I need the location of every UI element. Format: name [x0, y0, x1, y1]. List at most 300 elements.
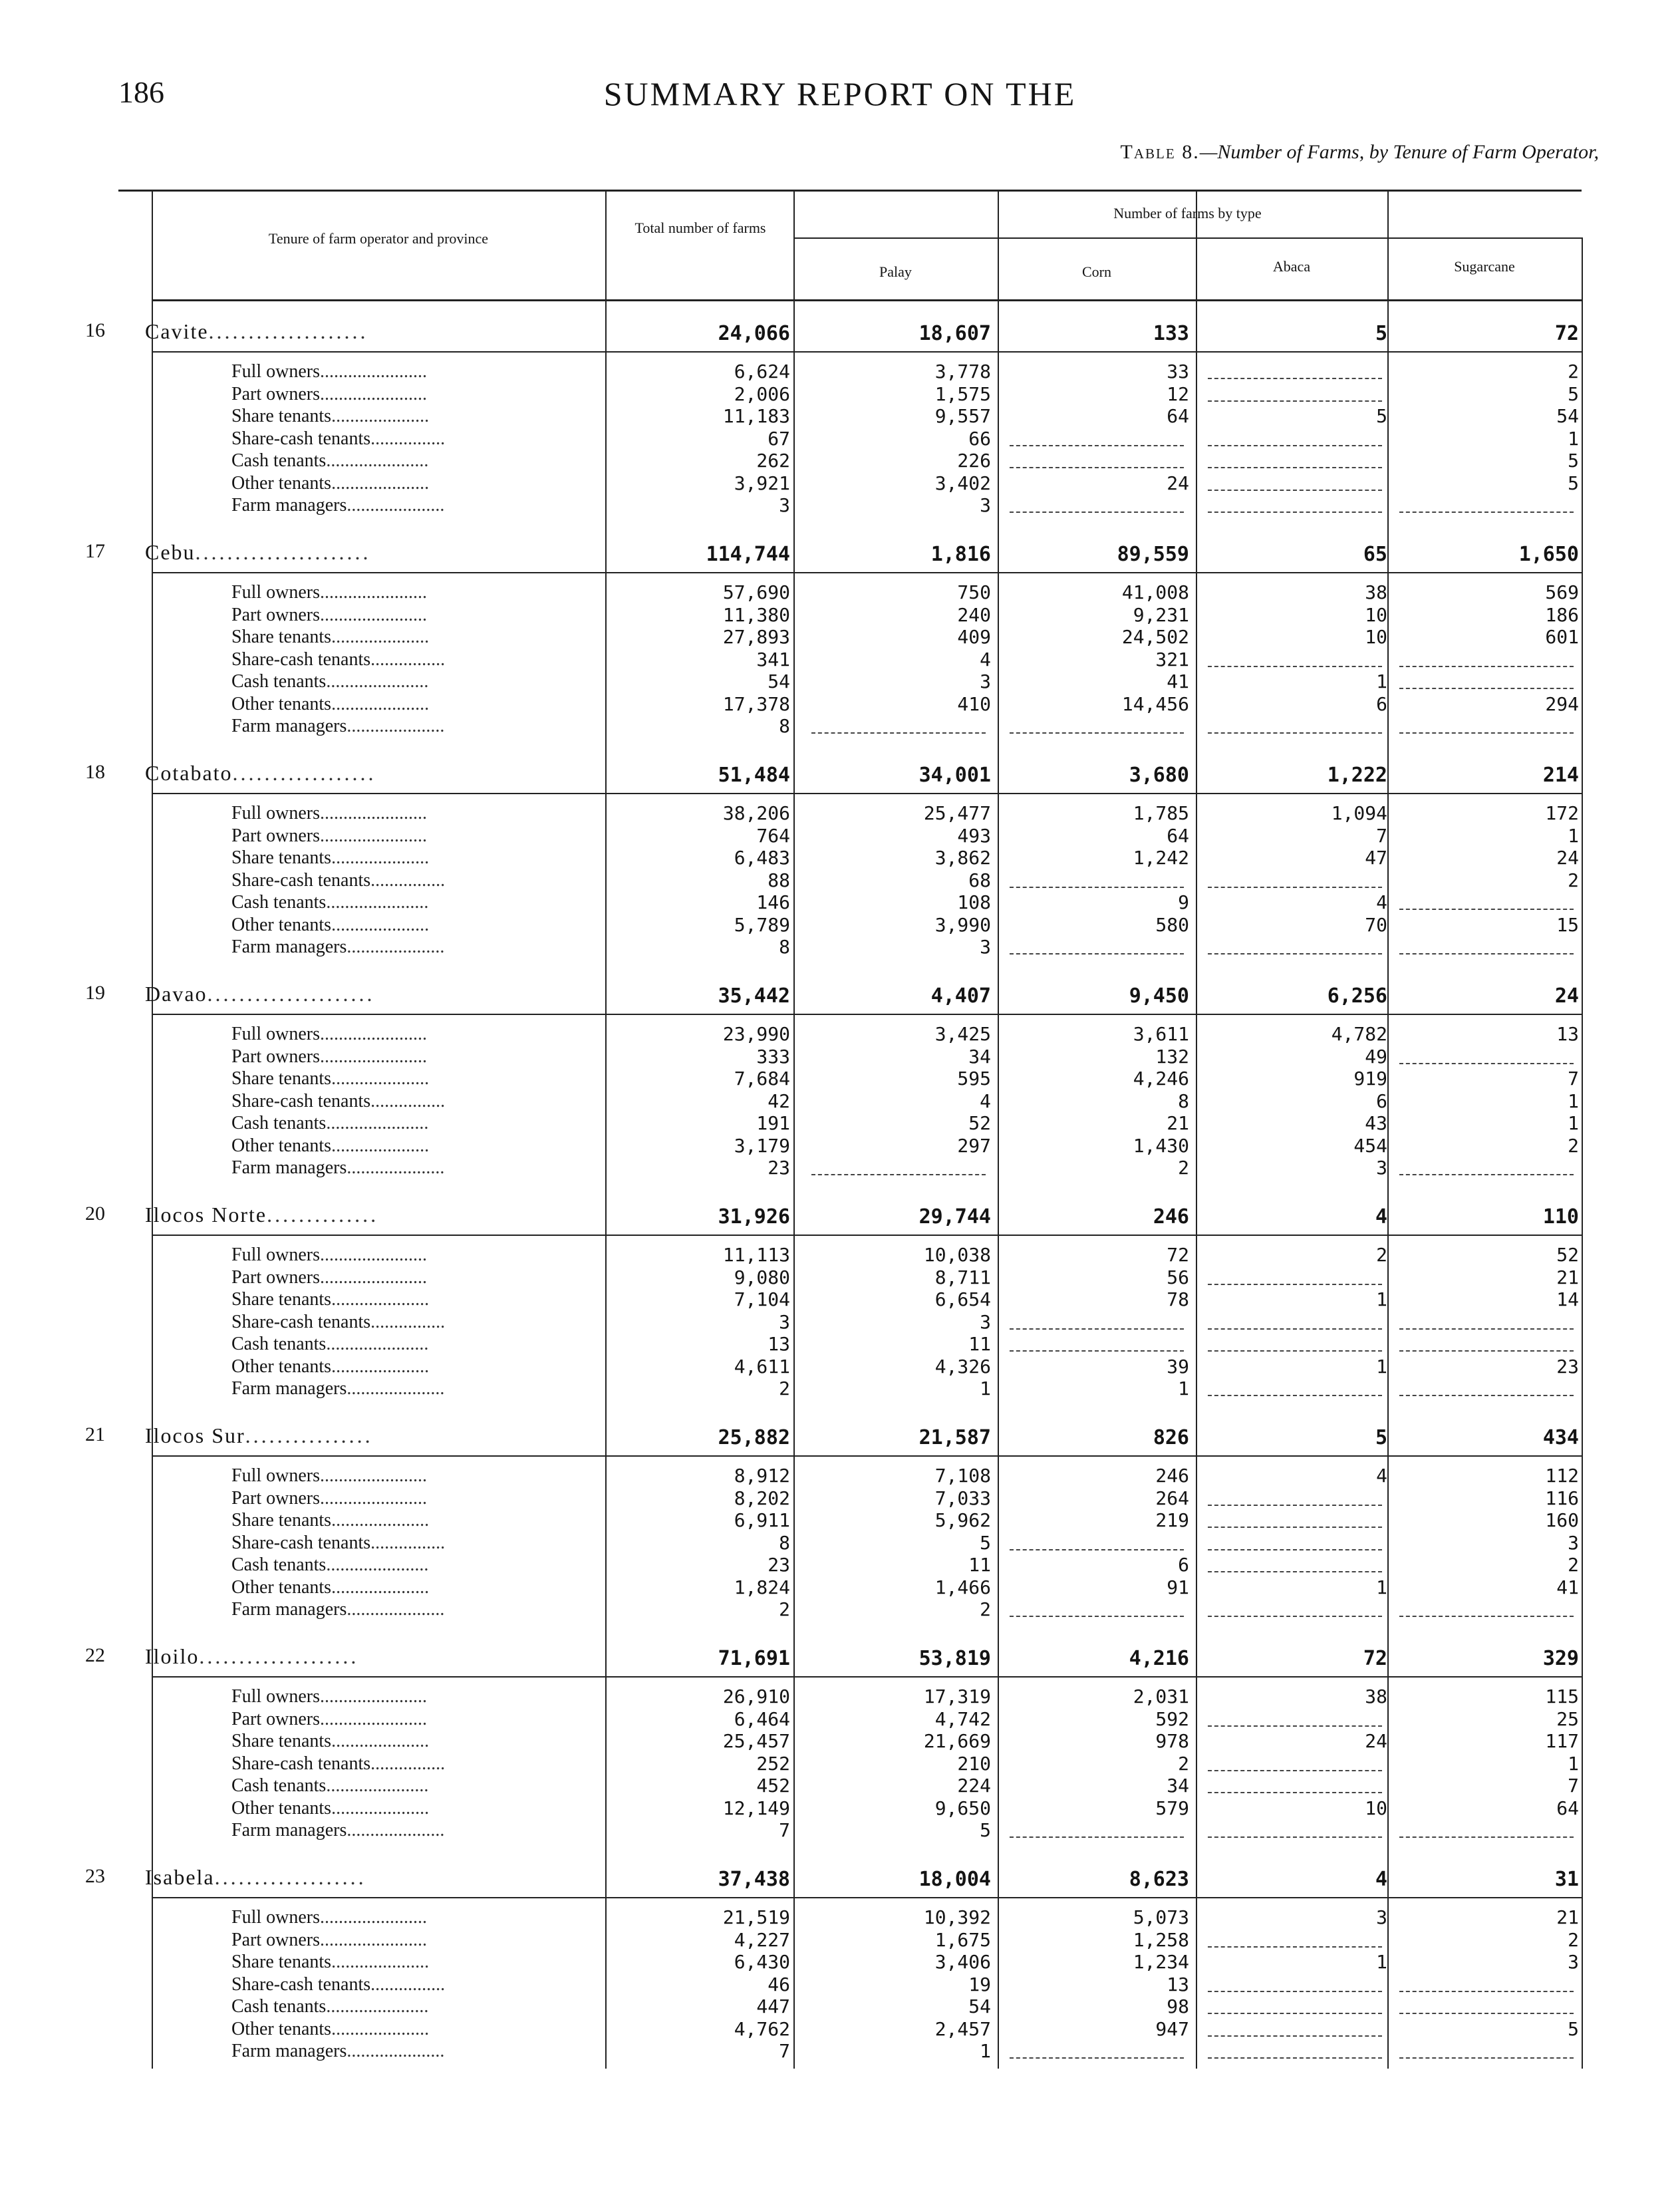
tenure-value-cell: 6,624	[734, 361, 790, 382]
tenure-value-cell: 54	[768, 670, 790, 692]
tenure-label: Farm managers.....................	[231, 1599, 445, 1620]
province-name: Davao.....................	[145, 982, 375, 1006]
empty-cell-leader	[1399, 512, 1574, 513]
header-bottom-rule	[152, 299, 1582, 301]
table-title	[1121, 141, 1599, 164]
tenure-label: Part owners.......................	[231, 1708, 427, 1729]
tenure-value-cell: 54	[1556, 405, 1579, 427]
province-total-cell: 18,607	[918, 322, 991, 345]
province-total-cell: 5	[1375, 322, 1387, 345]
province-group	[59, 982, 1582, 1195]
tenure-value-cell: 3	[1568, 1951, 1579, 1973]
province-total-cell: 826	[1153, 1426, 1189, 1449]
province-name-text: Iloilo	[145, 1644, 200, 1668]
empty-cell-leader	[1399, 953, 1574, 954]
col-divider	[1582, 237, 1583, 2069]
tenure-label-text: Farm managers	[231, 1820, 347, 1840]
tenure-value-cell: 117	[1545, 1730, 1579, 1752]
province-group	[59, 1423, 1582, 1636]
tenure-value-cell: 98	[1167, 1995, 1189, 2017]
tenure-label: Share-cash tenants................	[231, 869, 446, 891]
tenure-value-cell: 6	[1376, 1090, 1387, 1112]
tenure-value-cell: 5	[980, 1819, 991, 1841]
empty-cell-leader	[1208, 378, 1382, 379]
empty-cell-leader	[1208, 1725, 1382, 1727]
tenure-value-cell: 262	[756, 450, 790, 472]
empty-cell-leader	[1208, 1991, 1382, 1992]
tenure-label: Cash tenants......................	[231, 1996, 429, 2017]
province-total-cell: 71,691	[718, 1647, 790, 1670]
tenure-value-cell: 2	[1568, 1928, 1579, 1951]
province-total-cell: 133	[1153, 322, 1189, 345]
tenure-label-text: Part owners	[231, 1487, 320, 1509]
tenure-label-text: Share-cash tenants	[231, 1753, 371, 1774]
tenure-value-cell: 8	[779, 936, 790, 958]
empty-cell-leader	[1399, 732, 1574, 734]
tenure-value-cell: 5	[1568, 472, 1579, 494]
tenure-label-text: Share tenants	[231, 1510, 332, 1531]
tenure-value-cell: 2	[1568, 869, 1579, 891]
tenure-label: Other tenants.....................	[231, 472, 430, 494]
empty-cell-leader	[1208, 666, 1382, 667]
tenure-value-cell: 2	[1376, 1244, 1387, 1266]
empty-cell-leader	[1010, 887, 1184, 888]
province-total-cell: 5	[1375, 1426, 1387, 1449]
tenure-label-text: Full owners	[231, 582, 320, 603]
tenure-value-cell: 21	[1556, 1266, 1579, 1288]
tenure-value-cell: 4,246	[1133, 1068, 1189, 1090]
tenure-value-cell: 7	[779, 1819, 790, 1841]
tenure-label: Share-cash tenants................	[231, 1532, 446, 1553]
tenure-value-cell: 11,113	[722, 1244, 790, 1266]
empty-cell-leader	[1208, 512, 1382, 513]
tenure-value-cell: 6,654	[934, 1288, 991, 1310]
tenure-value-cell: 52	[968, 1112, 991, 1134]
tenure-labels	[231, 1906, 657, 2063]
table-label: Table 8.	[1120, 141, 1200, 163]
province-name: Ilocos Norte..............	[145, 1203, 379, 1227]
tenure-value-cell: 409	[957, 626, 991, 648]
tenure-label: Cash tenants......................	[231, 1775, 429, 1796]
province-total-cell: 37,438	[718, 1868, 790, 1891]
tenure-value-cell: 34	[968, 1045, 991, 1068]
tenure-label-text: Full owners	[231, 361, 320, 382]
tenure-value-cell: 3,921	[734, 472, 790, 494]
tenure-value-cell: 78	[1167, 1288, 1189, 1310]
tenure-label-text: Other tenants	[231, 472, 332, 494]
tenure-label: Farm managers.....................	[231, 716, 445, 736]
group-rule	[152, 1014, 1582, 1015]
tenure-value-cell: 27,893	[722, 626, 790, 648]
tenure-label-text: Farm managers	[231, 937, 347, 957]
tenure-label: Other tenants.....................	[231, 2018, 430, 2039]
province-total-cell: 1,816	[930, 543, 991, 566]
province-total-cell: 4,216	[1129, 1647, 1189, 1670]
tenure-value-cell: 11,183	[722, 405, 790, 427]
empty-cell-leader	[1010, 1350, 1184, 1352]
tenure-value-cell: 41	[1167, 670, 1189, 692]
tenure-label-text: Cash tenants	[231, 450, 327, 471]
tenure-value-cell: 1,430	[1133, 1134, 1189, 1157]
tenure-value-cell: 1	[1376, 1951, 1387, 1973]
province-total-cell: 72	[1363, 1647, 1387, 1670]
tenure-label-text: Share-cash tenants	[231, 1090, 371, 1111]
tenure-label-text: Part owners	[231, 825, 320, 846]
tenure-value-cell: 1	[1376, 1576, 1387, 1598]
empty-cell-leader	[1208, 1284, 1382, 1285]
tenure-value-cell: 5,962	[934, 1509, 991, 1531]
empty-cell-leader	[1399, 1328, 1574, 1330]
tenure-label: Share tenants.....................	[231, 847, 430, 868]
tenure-value-cell: 8	[779, 715, 790, 737]
tenure-value-cell: 3	[1568, 1531, 1579, 1554]
tenure-value-cell: 8,711	[934, 1266, 991, 1288]
empty-cell-leader	[1399, 1063, 1574, 1064]
empty-cell-leader	[1010, 953, 1184, 954]
tenure-value-cell: 1	[980, 1378, 991, 1399]
tenure-label-text: Share-cash tenants	[231, 1311, 371, 1332]
province-total-cell: 21,587	[918, 1426, 991, 1449]
empty-cell-leader	[1399, 1174, 1574, 1175]
tenure-value-cell: 8,202	[734, 1487, 790, 1509]
province-name-text: Cebu	[145, 540, 196, 564]
tenure-label: Farm managers.....................	[231, 1157, 445, 1178]
tenure-value-cell: 132	[1155, 1045, 1189, 1068]
tenure-label: Farm managers.....................	[231, 495, 445, 515]
tenure-value-cell: 24,502	[1121, 626, 1189, 648]
tenure-label: Share tenants.....................	[231, 1289, 430, 1310]
empty-cell-leader	[1399, 2057, 1574, 2059]
tenure-value-cell: 2	[1568, 1554, 1579, 1576]
empty-cell-leader	[1010, 732, 1184, 734]
tenure-value-cell: 4,782	[1331, 1023, 1387, 1045]
empty-cell-leader	[811, 1174, 986, 1175]
tenure-value-cell: 25,477	[923, 802, 991, 824]
tenure-value-cell: 7,108	[934, 1465, 991, 1487]
empty-cell-leader	[1010, 1328, 1184, 1330]
tenure-value-cell: 1	[1568, 824, 1579, 847]
tenure-label-text: Share tenants	[231, 847, 332, 868]
tenure-value-cell: 13	[1167, 1973, 1189, 1995]
province-total-cell: 24,066	[718, 322, 790, 345]
tenure-label-text: Full owners	[231, 1465, 320, 1486]
tenure-label: Other tenants.....................	[231, 1576, 430, 1598]
running-head: SUMMARY REPORT ON THE	[603, 75, 1077, 112]
tenure-label: Share-cash tenants................	[231, 1311, 446, 1332]
tenure-value-cell: 64	[1167, 405, 1189, 427]
tenure-value-cell: 1	[980, 2040, 991, 2062]
tenure-value-cell: 12	[1167, 382, 1189, 405]
tenure-label-text: Other tenants	[231, 914, 332, 935]
tenure-value-cell: 21	[1556, 1906, 1579, 1928]
tenure-label: Other tenants.....................	[231, 1797, 430, 1819]
group-rule	[152, 793, 1582, 794]
empty-cell-leader	[1208, 467, 1382, 468]
tenure-label: Full owners.......................	[231, 361, 427, 382]
tenure-value-cell: 13	[1556, 1023, 1579, 1045]
empty-cell-leader	[1399, 909, 1574, 910]
tenure-label: Part owners.......................	[231, 1266, 427, 1288]
tenure-value-cell: 3,425	[934, 1023, 991, 1045]
province-total-cell: 29,744	[918, 1205, 991, 1229]
tenure-value-cell: 23,990	[722, 1023, 790, 1045]
tenure-value-cell: 447	[756, 1995, 790, 2017]
tenure-label-text: Share-cash tenants	[231, 1974, 371, 1995]
province-group	[59, 540, 1582, 753]
tenure-value-cell: 6,483	[734, 847, 790, 869]
tenure-value-cell: 10	[1365, 603, 1387, 626]
province-total-cell: 72	[1554, 322, 1579, 345]
tenure-label: Farm managers.....................	[231, 2041, 445, 2061]
tenure-label-text: Other tenants	[231, 1356, 332, 1377]
province-name-text: Davao	[145, 982, 208, 1006]
province-total-cell: 3,680	[1129, 764, 1189, 787]
farm-table	[85, 190, 1582, 2069]
tenure-value-cell: 108	[957, 891, 991, 913]
tenure-value-cell: 2	[1178, 1752, 1189, 1775]
tenure-value-cell: 4,762	[734, 2017, 790, 2040]
tenure-value-cell: 66	[968, 427, 991, 450]
tenure-value-cell: 3,402	[934, 472, 991, 494]
province-total-cell: 53,819	[918, 1647, 991, 1670]
empty-cell-leader	[1208, 1505, 1382, 1506]
tenure-value-cell: 2	[1178, 1157, 1189, 1179]
tenure-value-cell: 226	[957, 450, 991, 472]
group-rule	[152, 1235, 1582, 1236]
tenure-label: Full owners.......................	[231, 1907, 427, 1928]
tenure-value-cell: 2,457	[934, 2017, 991, 2040]
tenure-value-cell: 21,669	[923, 1730, 991, 1752]
tenure-value-cell: 579	[1155, 1797, 1189, 1819]
tenure-label-text: Part owners	[231, 1708, 320, 1729]
tenure-label-text: Cash tenants	[231, 1554, 327, 1575]
tenure-value-cell: 4,227	[734, 1928, 790, 1951]
tenure-label: Cash tenants......................	[231, 671, 429, 692]
province-total-cell: 1,222	[1327, 764, 1387, 787]
tenure-label-text: Part owners	[231, 383, 320, 404]
province-number: 22	[85, 1644, 105, 1666]
tenure-value-cell: 2	[779, 1598, 790, 1620]
tenure-label-text: Cash tenants	[231, 671, 327, 692]
tenure-value-cell: 11,380	[722, 603, 790, 626]
tenure-label: Farm managers.....................	[231, 1378, 445, 1399]
empty-cell-leader	[1010, 512, 1184, 513]
tenure-value-cell: 21	[1167, 1112, 1189, 1134]
empty-cell-leader	[1208, 2057, 1382, 2059]
province-group	[59, 319, 1582, 532]
empty-cell-leader	[1399, 1836, 1574, 1838]
tenure-label: Share tenants.....................	[231, 627, 430, 647]
empty-cell-leader	[1010, 1616, 1184, 1617]
province-total-cell: 4	[1375, 1868, 1387, 1891]
tenure-label: Part owners.......................	[231, 383, 427, 404]
tenure-label: Share tenants.....................	[231, 1952, 430, 1972]
province-total-cell: 89,559	[1117, 543, 1189, 566]
tenure-value-cell: 297	[957, 1134, 991, 1157]
province-total-cell: 6,256	[1327, 984, 1387, 1008]
tenure-value-cell: 17,378	[722, 692, 790, 715]
empty-cell-leader	[1399, 1616, 1574, 1617]
empty-cell-leader	[1208, 1770, 1382, 1771]
tenure-label: Part owners.......................	[231, 1487, 427, 1509]
province-total-cell: 4,407	[930, 984, 991, 1008]
header-palay: Palay	[879, 263, 912, 280]
tenure-value-cell: 1,234	[1133, 1951, 1189, 1973]
tenure-label-text: Share tenants	[231, 627, 332, 647]
province-number: 17	[85, 540, 105, 562]
empty-cell-leader	[1399, 666, 1574, 667]
tenure-label-text: Share-cash tenants	[231, 649, 371, 670]
group-rule	[152, 1676, 1582, 1678]
group-rule	[152, 1455, 1582, 1457]
tenure-label-text: Cash tenants	[231, 1113, 327, 1133]
province-total-cell: 114,744	[706, 543, 790, 566]
tenure-value-cell: 919	[1353, 1068, 1387, 1090]
tenure-value-cell: 24	[1365, 1730, 1387, 1752]
tenure-value-cell: 3	[980, 670, 991, 692]
tenure-label-text: Other tenants	[231, 1797, 332, 1819]
header-type-group: Number of farms by type	[1113, 205, 1262, 221]
tenure-label: Cash tenants......................	[231, 1113, 429, 1133]
tenure-label-text: Farm managers	[231, 1378, 347, 1399]
tenure-value-cell: 1	[1178, 1378, 1189, 1399]
tenure-value-cell: 569	[1545, 581, 1579, 603]
empty-cell-leader	[1208, 953, 1382, 954]
tenure-label-text: Full owners	[231, 1686, 320, 1707]
tenure-value-cell: 68	[968, 869, 991, 891]
tenure-value-cell: 3	[980, 936, 991, 958]
tenure-value-cell: 6	[1376, 692, 1387, 715]
province-name: Iloilo....................	[145, 1644, 359, 1668]
empty-cell-leader	[1399, 1350, 1574, 1352]
tenure-value-cell: 1,242	[1133, 847, 1189, 869]
tenure-value-cell: 6,464	[734, 1707, 790, 1730]
tenure-value-cell: 7	[1568, 1068, 1579, 1090]
tenure-value-cell: 5	[1568, 382, 1579, 405]
tenure-value-cell: 294	[1545, 692, 1579, 715]
province-group	[59, 761, 1582, 974]
tenure-label: Other tenants.....................	[231, 914, 430, 935]
tenure-label: Full owners.......................	[231, 1244, 427, 1265]
empty-cell-leader	[1208, 1350, 1382, 1352]
tenure-label-text: Share-cash tenants	[231, 428, 371, 449]
tenure-value-cell: 14,456	[1121, 692, 1189, 715]
tenure-value-cell: 5	[1568, 2017, 1579, 2040]
tenure-label-text: Share tenants	[231, 406, 332, 426]
tenure-value-cell: 52	[1556, 1244, 1579, 1266]
tenure-label-text: Farm managers	[231, 2041, 347, 2061]
tenure-value-cell: 5,073	[1133, 1906, 1189, 1928]
tenure-value-cell: 1,575	[934, 382, 991, 405]
tenure-value-cell: 3,179	[734, 1134, 790, 1157]
tenure-value-cell: 2	[980, 1598, 991, 1620]
tenure-value-cell: 7,104	[734, 1288, 790, 1310]
tenure-value-cell: 321	[1155, 648, 1189, 670]
empty-cell-leader	[1208, 490, 1382, 491]
tenure-value-cell: 9,080	[734, 1266, 790, 1288]
tenure-value-cell: 4	[980, 1090, 991, 1112]
tenure-value-cell: 3,611	[1133, 1023, 1189, 1045]
tenure-label-text: Full owners	[231, 803, 320, 823]
empty-cell-leader	[1399, 1991, 1574, 1992]
table-top-rule	[118, 190, 1582, 192]
tenure-label-text: Full owners	[231, 1024, 320, 1044]
tenure-value-cell: 172	[1545, 802, 1579, 824]
tenure-label: Share-cash tenants................	[231, 1090, 446, 1111]
tenure-value-cell: 23	[1556, 1355, 1579, 1378]
province-total-cell: 51,484	[718, 764, 790, 787]
tenure-value-cell: 64	[1167, 824, 1189, 847]
tenure-label-text: Share-cash tenants	[231, 1532, 371, 1553]
tenure-value-cell: 23	[768, 1554, 790, 1576]
tenure-label: Share-cash tenants................	[231, 428, 446, 449]
province-total-cell: 9,450	[1129, 984, 1189, 1008]
tenure-value-cell: 42	[768, 1090, 790, 1112]
tenure-value-cell: 10	[1365, 626, 1387, 648]
tenure-value-cell: 454	[1353, 1134, 1387, 1157]
province-total-cell: 4	[1375, 1205, 1387, 1229]
empty-cell-leader	[1208, 445, 1382, 446]
tenure-value-cell: 24	[1556, 847, 1579, 869]
province-name-text: Isabela	[145, 1865, 215, 1889]
tenure-value-cell: 67	[768, 427, 790, 450]
tenure-value-cell: 3	[1376, 1157, 1387, 1179]
tenure-label: Share-cash tenants................	[231, 1753, 446, 1774]
tenure-label-text: Share tenants	[231, 1068, 332, 1089]
tenure-value-cell: 9,650	[934, 1797, 991, 1819]
tenure-value-cell: 764	[756, 824, 790, 847]
tenure-value-cell: 23	[768, 1157, 790, 1179]
tenure-value-cell: 8	[1178, 1090, 1189, 1112]
header-total: Total number of farms	[634, 220, 766, 236]
province-total-cell: 31	[1554, 1868, 1579, 1891]
tenure-value-cell: 947	[1155, 2017, 1189, 2040]
tenure-label-text: Part owners	[231, 1046, 320, 1067]
tenure-value-cell: 186	[1545, 603, 1579, 626]
tenure-label-text: Other tenants	[231, 2018, 332, 2039]
tenure-labels	[231, 1244, 657, 1400]
empty-cell-leader	[1399, 2013, 1574, 2014]
empty-cell-leader	[1208, 732, 1382, 734]
tenure-label-text: Other tenants	[231, 1135, 332, 1156]
tenure-value-cell: 41	[1556, 1576, 1579, 1598]
tenure-value-cell: 10,038	[923, 1244, 991, 1266]
empty-cell-leader	[1010, 2057, 1184, 2059]
empty-cell-leader	[1010, 1836, 1184, 1838]
province-number: 20	[85, 1203, 105, 1225]
tenure-value-cell: 978	[1155, 1730, 1189, 1752]
empty-cell-leader	[1208, 1395, 1382, 1396]
tenure-label: Share tenants.....................	[231, 1510, 430, 1531]
tenure-value-cell: 7	[1568, 1775, 1579, 1797]
group-rule	[152, 1897, 1582, 1898]
tenure-label: Other tenants.....................	[231, 1135, 430, 1156]
tenure-label-text: Part owners	[231, 1929, 320, 1950]
tenure-value-cell: 1	[1376, 670, 1387, 692]
tenure-value-cell: 91	[1167, 1576, 1189, 1598]
tenure-value-cell: 1	[1376, 1288, 1387, 1310]
tenure-value-cell: 3	[980, 1310, 991, 1333]
empty-cell-leader	[1399, 688, 1574, 689]
tenure-value-cell: 6,430	[734, 1951, 790, 1973]
tenure-value-cell: 49	[1365, 1045, 1387, 1068]
province-name-text: Ilocos Sur	[145, 1423, 245, 1447]
header-corn: Corn	[1082, 263, 1111, 280]
tenure-value-cell: 601	[1545, 626, 1579, 648]
tenure-label: Full owners.......................	[231, 1465, 427, 1486]
empty-cell-leader	[1208, 1527, 1382, 1528]
tenure-label-text: Other tenants	[231, 1576, 332, 1598]
